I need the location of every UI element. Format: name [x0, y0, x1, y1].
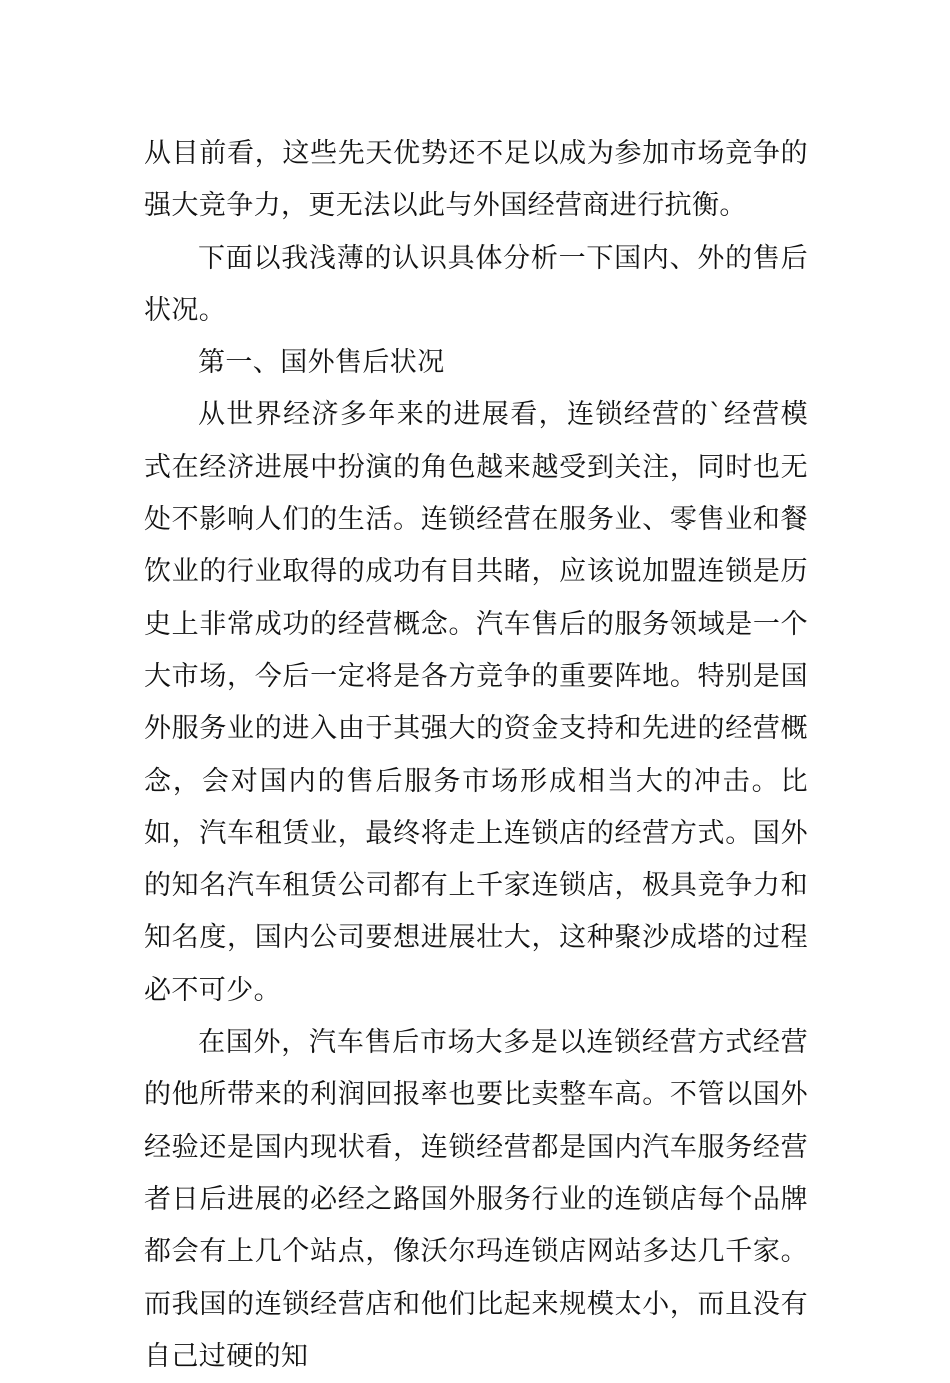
paragraph-chain-operation: 从世界经济多年来的进展看，连锁经营的`经营模式在经济进展中扮演的角色越来越受到关注，同时也无处不影响人们的生活。连锁经营在服务业、零售业和餐饮业的行业取得的成功有目共睹，应该说加盟连锁是历史上非常成功的经营概念。汽车售后的服务领域是一个大市场，今后一定将是各方竞争的重要阵地。特别是国外服务业的进入由于其强大的资金支持和先进的经营概念，会对国内的售后服务市场形成相当大的冲击。比如，汽车租赁业，最终将走上连锁店的经营方式。国外的知名汽车租赁公司都有上千家连锁店，极具竞争力和知名度，国内公司要想进展壮大，这种聚沙成塔的过程必不可少。 [144, 399, 808, 1006]
paragraph-intro: 下面以我浅薄的认识具体分析一下国内、外的售后状况。 [144, 242, 808, 326]
paragraph-foreign-market: 在国外，汽车售后市场大多是以连锁经营方式经营的他所带来的利润回报率也要比卖整车高。不管以国外经验还是国内现状看，连锁经营都是国内汽车服务经营者日后进展的必经之路国外服务行业的连锁店每个品牌都会有上几个站点，像沃尔玛连锁店网站多达几千家。而我国的连锁经营店和他们比起来规模太小，而且没有自己过硬的知 [144, 1027, 808, 1372]
body-text [144, 128, 808, 1383]
paragraph-continuation: 从目前看，这些先天优势还不足以成为参加市场竞争的强大竞争力，更无法以此与外国经营商进行抗衡。 [144, 138, 808, 222]
section-heading: 第一、国外售后状况 [198, 347, 445, 379]
